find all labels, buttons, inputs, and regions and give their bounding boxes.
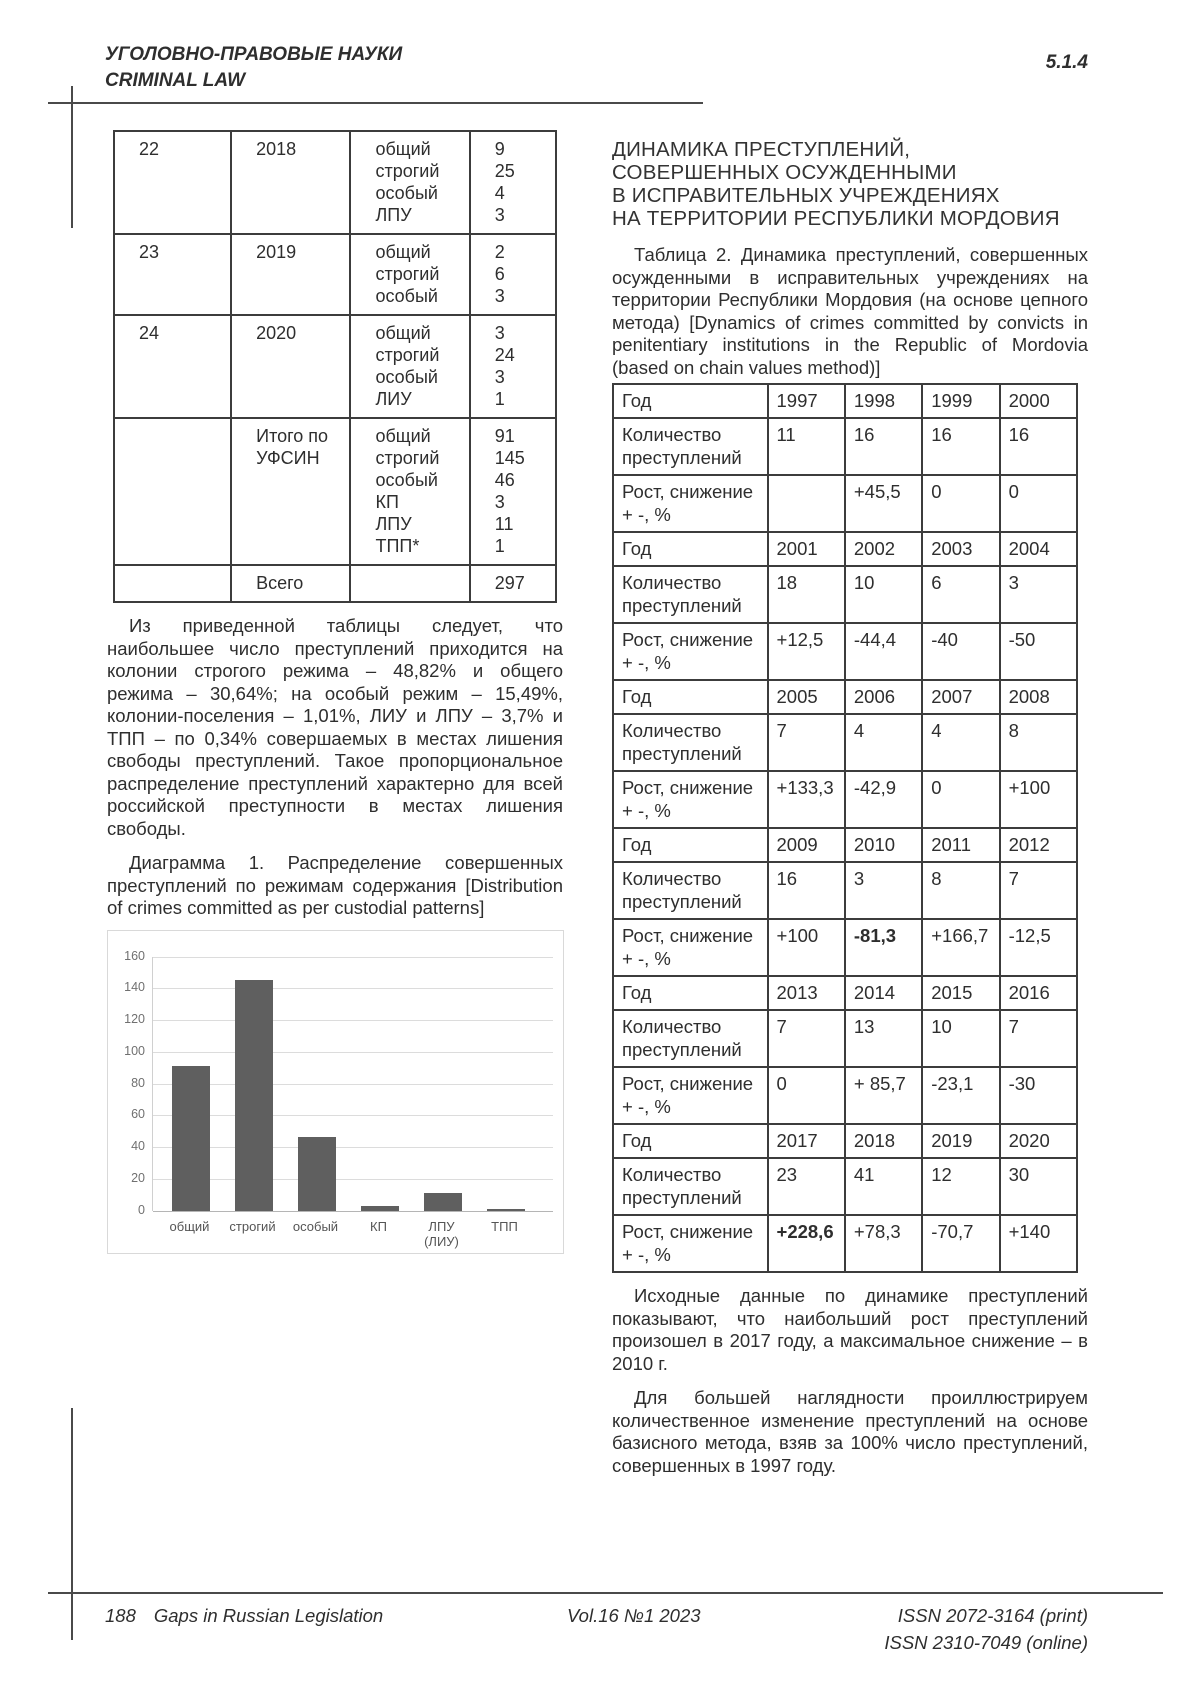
table-cell: 23 [768, 1158, 845, 1215]
table-cell: 9 25 4 3 [470, 131, 556, 234]
table-cell: 2018 [845, 1124, 922, 1158]
bar [361, 1206, 399, 1211]
table-cell: 2000 [1000, 384, 1077, 418]
table-row [114, 131, 556, 234]
table-cell: -44,4 [845, 623, 922, 680]
table-cell: Количество преступлений [613, 1010, 768, 1067]
table-cell: 2002 [845, 532, 922, 566]
table-cell: Количество преступлений [613, 862, 768, 919]
table-cell: 2001 [768, 532, 845, 566]
header-divider [48, 102, 703, 104]
table-cell: 13 [845, 1010, 922, 1067]
table-cell: 2020 [231, 315, 350, 418]
table-cell: 2012 [1000, 828, 1077, 862]
table-cell: 7 [768, 1010, 845, 1067]
table-cell: Рост, снижение + -, % [613, 771, 768, 828]
table-row [613, 1010, 1077, 1067]
table-cell: -42,9 [845, 771, 922, 828]
gridline [153, 957, 553, 958]
y-tick-label: 0 [138, 1202, 145, 1217]
table-cell: 22 [114, 131, 231, 234]
journal-section-en: CRIMINAL LAW [105, 70, 246, 91]
table-cell: 2019 [231, 234, 350, 315]
article-title: ДИНАМИКА ПРЕСТУПЛЕНИЙ, СОВЕРШЕННЫХ ОСУЖДЕННЫМИ В ИСПРАВИТЕЛЬНЫХ УЧРЕЖДЕНИЯХ НА ТЕРРИТОРИИ РЕСПУБЛИКИ МОРДОВИЯ [612, 138, 1060, 230]
table-cell: 2018 [231, 131, 350, 234]
table2-caption: Таблица 2. Динамика преступлений, совершенных осужденными в исправительных учреждениях на территории Республики Мордовия (на основе цепного метода) [Dynamics of crimes committed by convicts in penitentiary institutions in the Republic of Mordovia (based on chain values method)] [612, 244, 1088, 378]
footer-page-number: 188 [105, 1605, 136, 1626]
table-cell: 16 [845, 418, 922, 475]
table-cell: +100 [768, 919, 845, 976]
table-cell: 2005 [768, 680, 845, 714]
table-cell: Количество преступлений [613, 566, 768, 623]
table-cell: 91 145 46 3 11 1 [470, 418, 556, 565]
table-cell: +78,3 [845, 1215, 922, 1272]
table-row [114, 234, 556, 315]
margin-line-top [71, 86, 73, 228]
table-cell: 16 [1000, 418, 1077, 475]
table-cell [350, 565, 469, 602]
table-cell: + 85,7 [845, 1067, 922, 1124]
y-tick-label: 120 [124, 1012, 145, 1026]
table-cell: Количество преступлений [613, 418, 768, 475]
table-cell: 1998 [845, 384, 922, 418]
y-tick-label: 140 [124, 980, 145, 995]
table-cell: Год [613, 532, 768, 566]
page-code: 5.1.4 [1045, 52, 1088, 73]
table-row [114, 565, 556, 602]
table-row [613, 384, 1077, 418]
table-cell: Год [613, 680, 768, 714]
x-tick-label: общий [169, 1218, 210, 1234]
y-tick-label: 160 [124, 948, 145, 963]
table-cell: 16 [768, 862, 845, 919]
table-cell: 1999 [922, 384, 999, 418]
table-row [613, 828, 1077, 862]
running-head [105, 42, 402, 94]
dynamics-table [612, 383, 1078, 1273]
table-cell: Количество преступлений [613, 1158, 768, 1215]
table-row [613, 418, 1077, 475]
table-cell: Количество преступлений [613, 714, 768, 771]
bar-slot [222, 980, 285, 1210]
table-cell: Рост, снижение + -, % [613, 919, 768, 976]
table-cell: 3 [1000, 566, 1077, 623]
table-cell: 3 [845, 862, 922, 919]
bar-slot [159, 1066, 222, 1210]
chart-plot-area [124, 948, 553, 1217]
table-cell: 4 [922, 714, 999, 771]
table-cell: 41 [845, 1158, 922, 1215]
table-cell: 24 [114, 315, 231, 418]
table-cell: Всего [231, 565, 350, 602]
table-cell: Год [613, 384, 768, 418]
table-row [613, 1158, 1077, 1215]
table-cell: 2016 [1000, 976, 1077, 1010]
bar [172, 1066, 210, 1210]
table-cell: 23 [114, 234, 231, 315]
table-row [613, 862, 1077, 919]
table-cell: общий строгий особый КП ЛПУ ТПП* [350, 418, 469, 565]
table-cell: общий строгий особый ЛПУ [350, 131, 469, 234]
table-cell: 2006 [845, 680, 922, 714]
table-cell: 2008 [1000, 680, 1077, 714]
table-cell: 2010 [845, 828, 922, 862]
footer-divider [48, 1592, 1163, 1594]
table-cell: 4 [845, 714, 922, 771]
table-cell: Рост, снижение + -, % [613, 623, 768, 680]
y-tick-label: 60 [131, 1107, 145, 1122]
table-cell: 7 [1000, 862, 1077, 919]
footer-volume: Vol.16 №1 2023 [567, 1605, 701, 1626]
table-cell: 18 [768, 566, 845, 623]
table-cell: -12,5 [1000, 919, 1077, 976]
table-cell: -50 [1000, 623, 1077, 680]
table-row [613, 566, 1077, 623]
y-tick-label: 40 [131, 1139, 145, 1153]
table-cell: 0 [922, 475, 999, 532]
table-cell: 297 [470, 565, 556, 602]
bar [298, 1137, 336, 1210]
footer-journal-title: Gaps in Russian Legislation [153, 1605, 384, 1626]
table-cell: +166,7 [922, 919, 999, 976]
continuation-table [113, 130, 557, 603]
table-cell: 2011 [922, 828, 999, 862]
results-paragraph: Исходные данные по динамике преступлений показывают, что наибольший рост преступлений произошел в 2017 году, а максимальное снижение – в 2010 г. [612, 1285, 1088, 1374]
table-row [613, 919, 1077, 976]
footer-left [105, 1602, 383, 1656]
table-row [613, 1067, 1077, 1124]
bar [487, 1209, 525, 1211]
table-cell: 7 [1000, 1010, 1077, 1067]
diagram-caption: Диаграмма 1. Распределение совершенных преступлений по режимам содержания [Distribution of crimes committed as per custodial patterns] [107, 852, 563, 918]
x-tick-label: ЛПУ (ЛИУ) [424, 1218, 459, 1249]
table-cell: +140 [1000, 1215, 1077, 1272]
table-cell: -70,7 [922, 1215, 999, 1272]
table-cell: 2009 [768, 828, 845, 862]
table-cell: 8 [922, 862, 999, 919]
table-row [613, 623, 1077, 680]
bar-slot [348, 1206, 411, 1211]
table-row [613, 1124, 1077, 1158]
x-tick-label: строгий [229, 1218, 276, 1234]
table-cell: 16 [922, 418, 999, 475]
table-cell: Рост, снижение + -, % [613, 1215, 768, 1272]
y-tick-label: 100 [124, 1043, 145, 1058]
table-cell: 11 [768, 418, 845, 475]
table-cell: 12 [922, 1158, 999, 1215]
table-cell: 3 24 3 1 [470, 315, 556, 418]
footer-issn-online: ISSN 2310-7049 (online) [884, 1632, 1088, 1653]
table-cell: 8 [1000, 714, 1077, 771]
table-cell: +100 [1000, 771, 1077, 828]
table-cell: 2007 [922, 680, 999, 714]
bar-slot [474, 1209, 537, 1211]
table-row [613, 976, 1077, 1010]
page-footer [105, 1602, 1088, 1656]
table-cell: Рост, снижение + -, % [613, 475, 768, 532]
table-cell [114, 418, 231, 565]
table-cell: +228,6 [768, 1215, 845, 1272]
table-cell: 2014 [845, 976, 922, 1010]
table-cell: 10 [922, 1010, 999, 1067]
table-cell: 0 [768, 1067, 845, 1124]
table-cell: 2004 [1000, 532, 1077, 566]
table-row [613, 771, 1077, 828]
table-cell: 1997 [768, 384, 845, 418]
journal-section-ru: УГОЛОВНО-ПРАВОВЫЕ НАУКИ [105, 44, 403, 65]
table-row [613, 532, 1077, 566]
table-cell: общий строгий особый [350, 234, 469, 315]
table-cell: +12,5 [768, 623, 845, 680]
x-tick-label: особый [292, 1218, 339, 1234]
table-row [114, 315, 556, 418]
chart-x-axis-labels [158, 1219, 536, 1249]
bar-chart [107, 930, 564, 1254]
margin-line-bottom [71, 1408, 73, 1640]
footer-issn [884, 1602, 1088, 1656]
table-cell: Год [613, 1124, 768, 1158]
table-cell: общий строгий особый ЛИУ [350, 315, 469, 418]
right-column [612, 132, 1088, 1477]
table-row [613, 714, 1077, 771]
x-tick-label: ТПП [491, 1218, 518, 1234]
bars-row [159, 980, 537, 1210]
bar [424, 1193, 462, 1210]
bar-slot [411, 1193, 474, 1210]
table-row [613, 680, 1077, 714]
table-cell: 2017 [768, 1124, 845, 1158]
table-cell: 2019 [922, 1124, 999, 1158]
method-paragraph: Для большей наглядности проиллюстрируем количественное изменение преступлений на основе базисного метода, взяв за 100% число преступлений, совершенных в 1997 году. [612, 1387, 1088, 1476]
table-cell: +133,3 [768, 771, 845, 828]
table-cell: -40 [922, 623, 999, 680]
y-tick-label: 80 [131, 1075, 145, 1090]
left-column [107, 130, 563, 1254]
table-cell [768, 475, 845, 532]
table-cell: 2020 [1000, 1124, 1077, 1158]
table-cell: 2003 [922, 532, 999, 566]
table-cell: Год [613, 828, 768, 862]
table-cell [114, 565, 231, 602]
table-cell: -81,3 [845, 919, 922, 976]
table-cell: 2013 [768, 976, 845, 1010]
table-row [613, 475, 1077, 532]
table-cell: 10 [845, 566, 922, 623]
table-cell: Итого по УФСИН [231, 418, 350, 565]
analysis-paragraph: Из приведенной таблицы следует, что наибольшее число преступлений приходится на колонии строгого режима – 48,82% и общего режима – 30,64%; на особый режим – 15,49%, колонии-поселения – 1,01%, ЛИУ и ЛПУ – 3,7% и ТПП – по 0,34% совершаемых в местах лишения свободы преступлений. Такое пропорциональное распределение преступлений характерно для всей российской преступности в местах лишения свободы. [107, 615, 563, 839]
footer-issn-print: ISSN 2072-3164 (print) [897, 1605, 1088, 1626]
gridline [153, 1211, 553, 1212]
table-row [613, 1215, 1077, 1272]
table-cell: 7 [768, 714, 845, 771]
table-cell: -23,1 [922, 1067, 999, 1124]
table-cell: 2 6 3 [470, 234, 556, 315]
table-cell: 0 [1000, 475, 1077, 532]
table-cell: 30 [1000, 1158, 1077, 1215]
bar [235, 980, 273, 1210]
table-row [114, 418, 556, 565]
table-cell: +45,5 [845, 475, 922, 532]
table-cell: -30 [1000, 1067, 1077, 1124]
y-tick-label: 20 [131, 1170, 145, 1185]
table-cell: 6 [922, 566, 999, 623]
table-cell: Рост, снижение + -, % [613, 1067, 768, 1124]
bar-slot [285, 1137, 348, 1210]
x-tick-label: КП [370, 1218, 387, 1234]
table-cell: 2015 [922, 976, 999, 1010]
table-cell: Год [613, 976, 768, 1010]
table-cell: 0 [922, 771, 999, 828]
